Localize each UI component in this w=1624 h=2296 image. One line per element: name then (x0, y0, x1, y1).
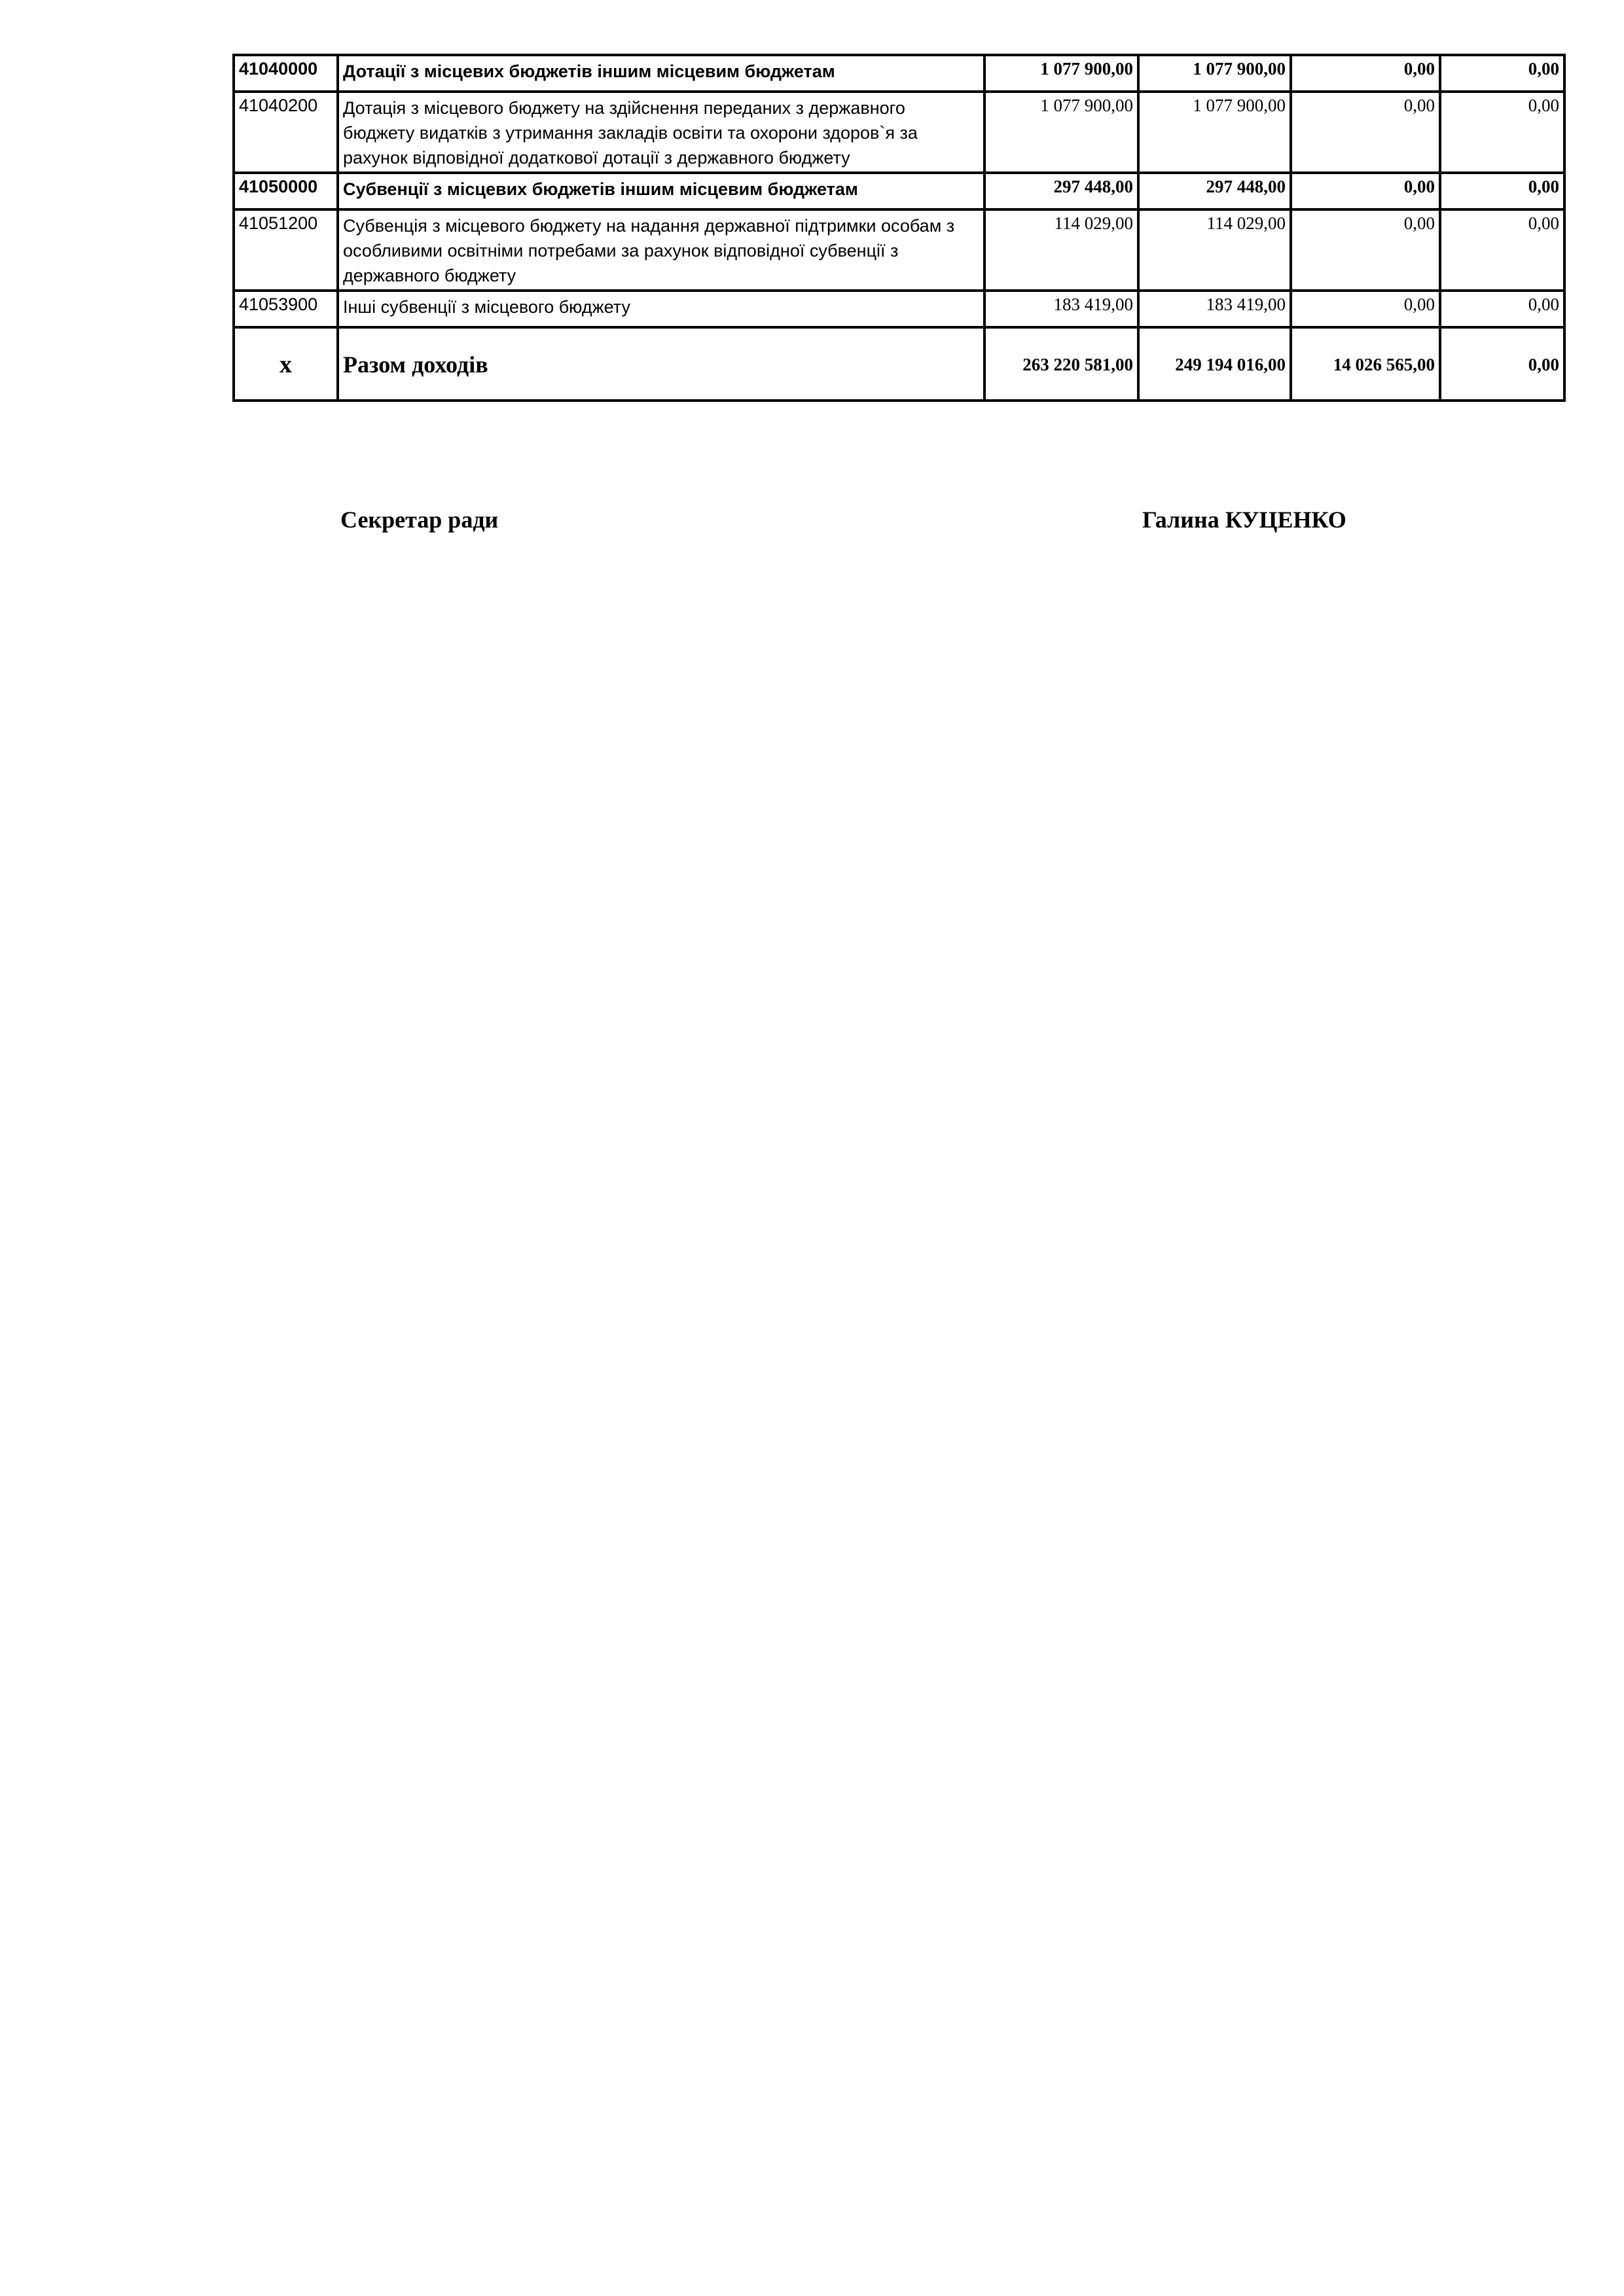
row-code: 41040200 (234, 92, 338, 173)
row-name: Інші субвенції з місцевого бюджету (338, 291, 984, 327)
total-row-marker: x (234, 327, 338, 401)
row-name: Дотація з місцевого бюджету на здійснення переданих з державного бюджету видатків з утримання закладів освіти та охорони здоров`я за рахунок відповідної додаткової дотації з державного бюджету (338, 92, 984, 173)
row-code: 41050000 (234, 173, 338, 209)
row-value-total: 114 029,00 (984, 209, 1138, 291)
table-row (234, 92, 1564, 173)
total-row (234, 327, 1564, 401)
row-value-development-budget: 0,00 (1440, 291, 1564, 327)
row-value-development-budget: 0,00 (1440, 173, 1564, 209)
total-row-label: Разом доходів (338, 327, 984, 401)
row-value-general-fund: 1 077 900,00 (1138, 92, 1291, 173)
table-row (234, 173, 1564, 209)
total-value-total: 263 220 581,00 (984, 327, 1138, 401)
revenue-table (232, 54, 1566, 402)
row-value-development-budget: 0,00 (1440, 209, 1564, 291)
row-value-development-budget: 0,00 (1440, 55, 1564, 92)
total-value-development-budget: 0,00 (1440, 327, 1564, 401)
row-value-total: 1 077 900,00 (984, 55, 1138, 92)
table-row (234, 291, 1564, 327)
row-value-development-budget: 0,00 (1440, 92, 1564, 173)
row-name: Дотації з місцевих бюджетів іншим місцевим бюджетам (338, 55, 984, 92)
row-code: 41053900 (234, 291, 338, 327)
row-value-total: 183 419,00 (984, 291, 1138, 327)
row-value-total: 1 077 900,00 (984, 92, 1138, 173)
row-value-special-fund: 0,00 (1291, 92, 1440, 173)
row-name: Субвенції з місцевих бюджетів іншим місцевим бюджетам (338, 173, 984, 209)
row-value-general-fund: 183 419,00 (1138, 291, 1291, 327)
total-value-general-fund: 249 194 016,00 (1138, 327, 1291, 401)
table-row (234, 209, 1564, 291)
signature-position: Секретар ради (340, 507, 499, 533)
signature-person: Галина КУЦЕНКО (1142, 507, 1346, 533)
row-value-general-fund: 114 029,00 (1138, 209, 1291, 291)
row-value-special-fund: 0,00 (1291, 291, 1440, 327)
row-value-general-fund: 1 077 900,00 (1138, 55, 1291, 92)
table-row (234, 55, 1564, 92)
row-value-special-fund: 0,00 (1291, 209, 1440, 291)
row-value-special-fund: 0,00 (1291, 173, 1440, 209)
row-code: 41040000 (234, 55, 338, 92)
row-value-special-fund: 0,00 (1291, 55, 1440, 92)
row-name: Субвенція з місцевого бюджету на надання державної підтримки особам з особливими освітніми потребами за рахунок відповідної субвенції з державного бюджету (338, 209, 984, 291)
row-code: 41051200 (234, 209, 338, 291)
row-value-total: 297 448,00 (984, 173, 1138, 209)
row-value-general-fund: 297 448,00 (1138, 173, 1291, 209)
total-value-special-fund: 14 026 565,00 (1291, 327, 1440, 401)
